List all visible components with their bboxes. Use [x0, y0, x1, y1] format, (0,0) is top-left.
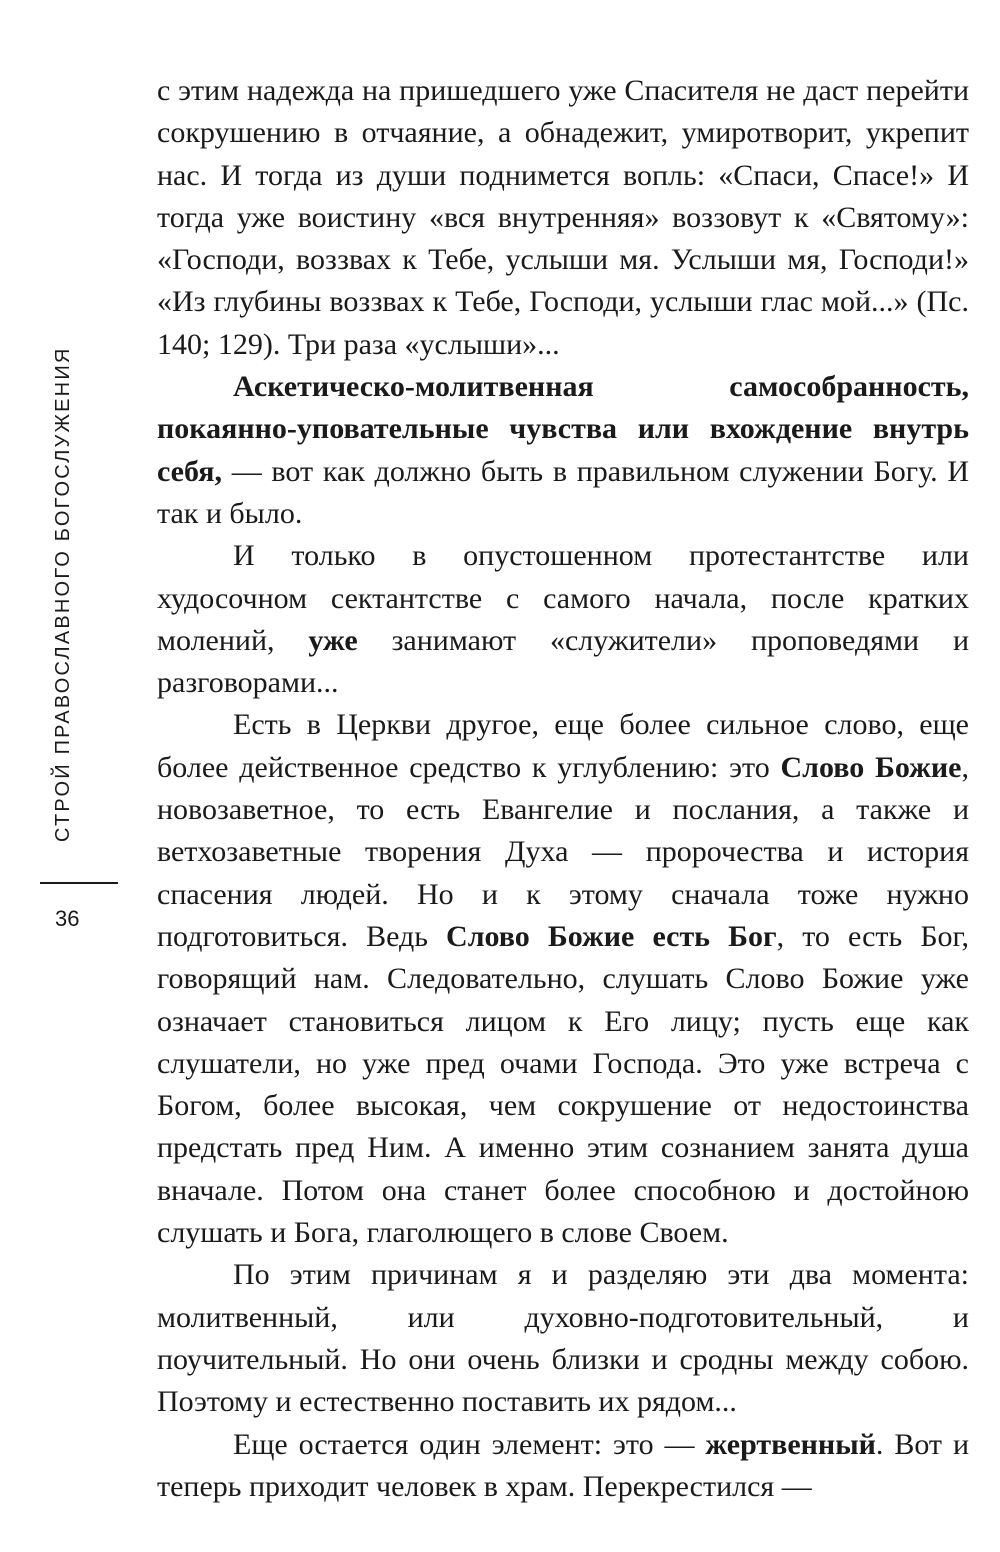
paragraph-3 [157, 535, 969, 704]
text-segment: с этим надежда на пришедшего уже Спасителя не даст перейти сокрушению в отчаяние, а обнадежит, умиротворит, укрепит нас. И тогда из души поднимется вопль: «Спаси, Спасе!» И тогда уже воистину «вся внутренняя» воззовут к «Святому»: «Господи, воззвах к Тебе, услыши мя. Услыши мя, Господи!» «Из глубины воззвах к Тебе, Господи, услыши глас мой...» (Пс. 140; 129). Три раза «услыши»... [157, 74, 969, 361]
text-segment: По этим причинам я и разделяю эти два момента: молитвенный, или духовно-подготовительный, и поучительный. Но они очень близки и сродны между собою. Поэтому и естественно поставить их рядом... [157, 1258, 969, 1419]
body-text [157, 70, 969, 1508]
text-segment: Еще остается один элемент: это — [233, 1427, 706, 1461]
bold-segment: уже [308, 623, 358, 657]
page-number: 36 [55, 906, 80, 931]
paragraph-5 [157, 1254, 969, 1423]
paragraph-2 [157, 366, 969, 535]
bold-segment: Слово Божие есть Бог [446, 919, 777, 953]
text-segment: занимают «служители» проповедями и разговорами... [157, 623, 969, 700]
bold-segment: Слово Божие [780, 750, 962, 784]
bold-segment: жертвенный [705, 1427, 876, 1461]
text-segment: Есть в Церкви другое, еще более сильное слово, еще более действенное средство к углублению: это [157, 708, 969, 784]
paragraph-4 [157, 704, 969, 1254]
text-segment: — вот как должно быть в правильном служении Богу. И так и было. [157, 454, 969, 530]
text-segment: , новозаветное, то есть Евангелие и послания, а также и ветхозаветные творения Духа — пророчества и история спасения людей. Но и к этому сначала тоже нужно подготовиться. Ведь [157, 750, 969, 953]
text-segment: . Вот и теперь приходит человек в храм. Перекрестился — [157, 1427, 969, 1503]
margin-rule [40, 882, 118, 884]
bold-segment: Аскетическо-молитвенная самособранность, покаянно-уповательные чувства или вхождение внутрь себя, [157, 370, 969, 488]
paragraph-1 [157, 70, 969, 366]
text-segment: , то есть Бог, говорящий нам. Следовательно, слушать Слово Божие уже означает становиться лицом к Его лицу; пусть еще как слушатели, но уже пред очами Господа. Это уже встреча с Богом, более высокая, чем сокрушение от недостоинства предстать пред Ним. А именно этим сознанием занята душа вначале. Потом она станет более способною и достойною слушать и Бога, глаголющего в слове Своем. [157, 919, 969, 1250]
text-segment: И только в опустошенном протестантстве или худосочном сектантстве с самого начала, после кратких молений, [157, 539, 969, 657]
running-head: СТРОЙ ПРАВОСЛАВНОГО БОГОСЛУЖЕНИЯ [52, 346, 74, 842]
paragraph-6 [157, 1424, 969, 1509]
